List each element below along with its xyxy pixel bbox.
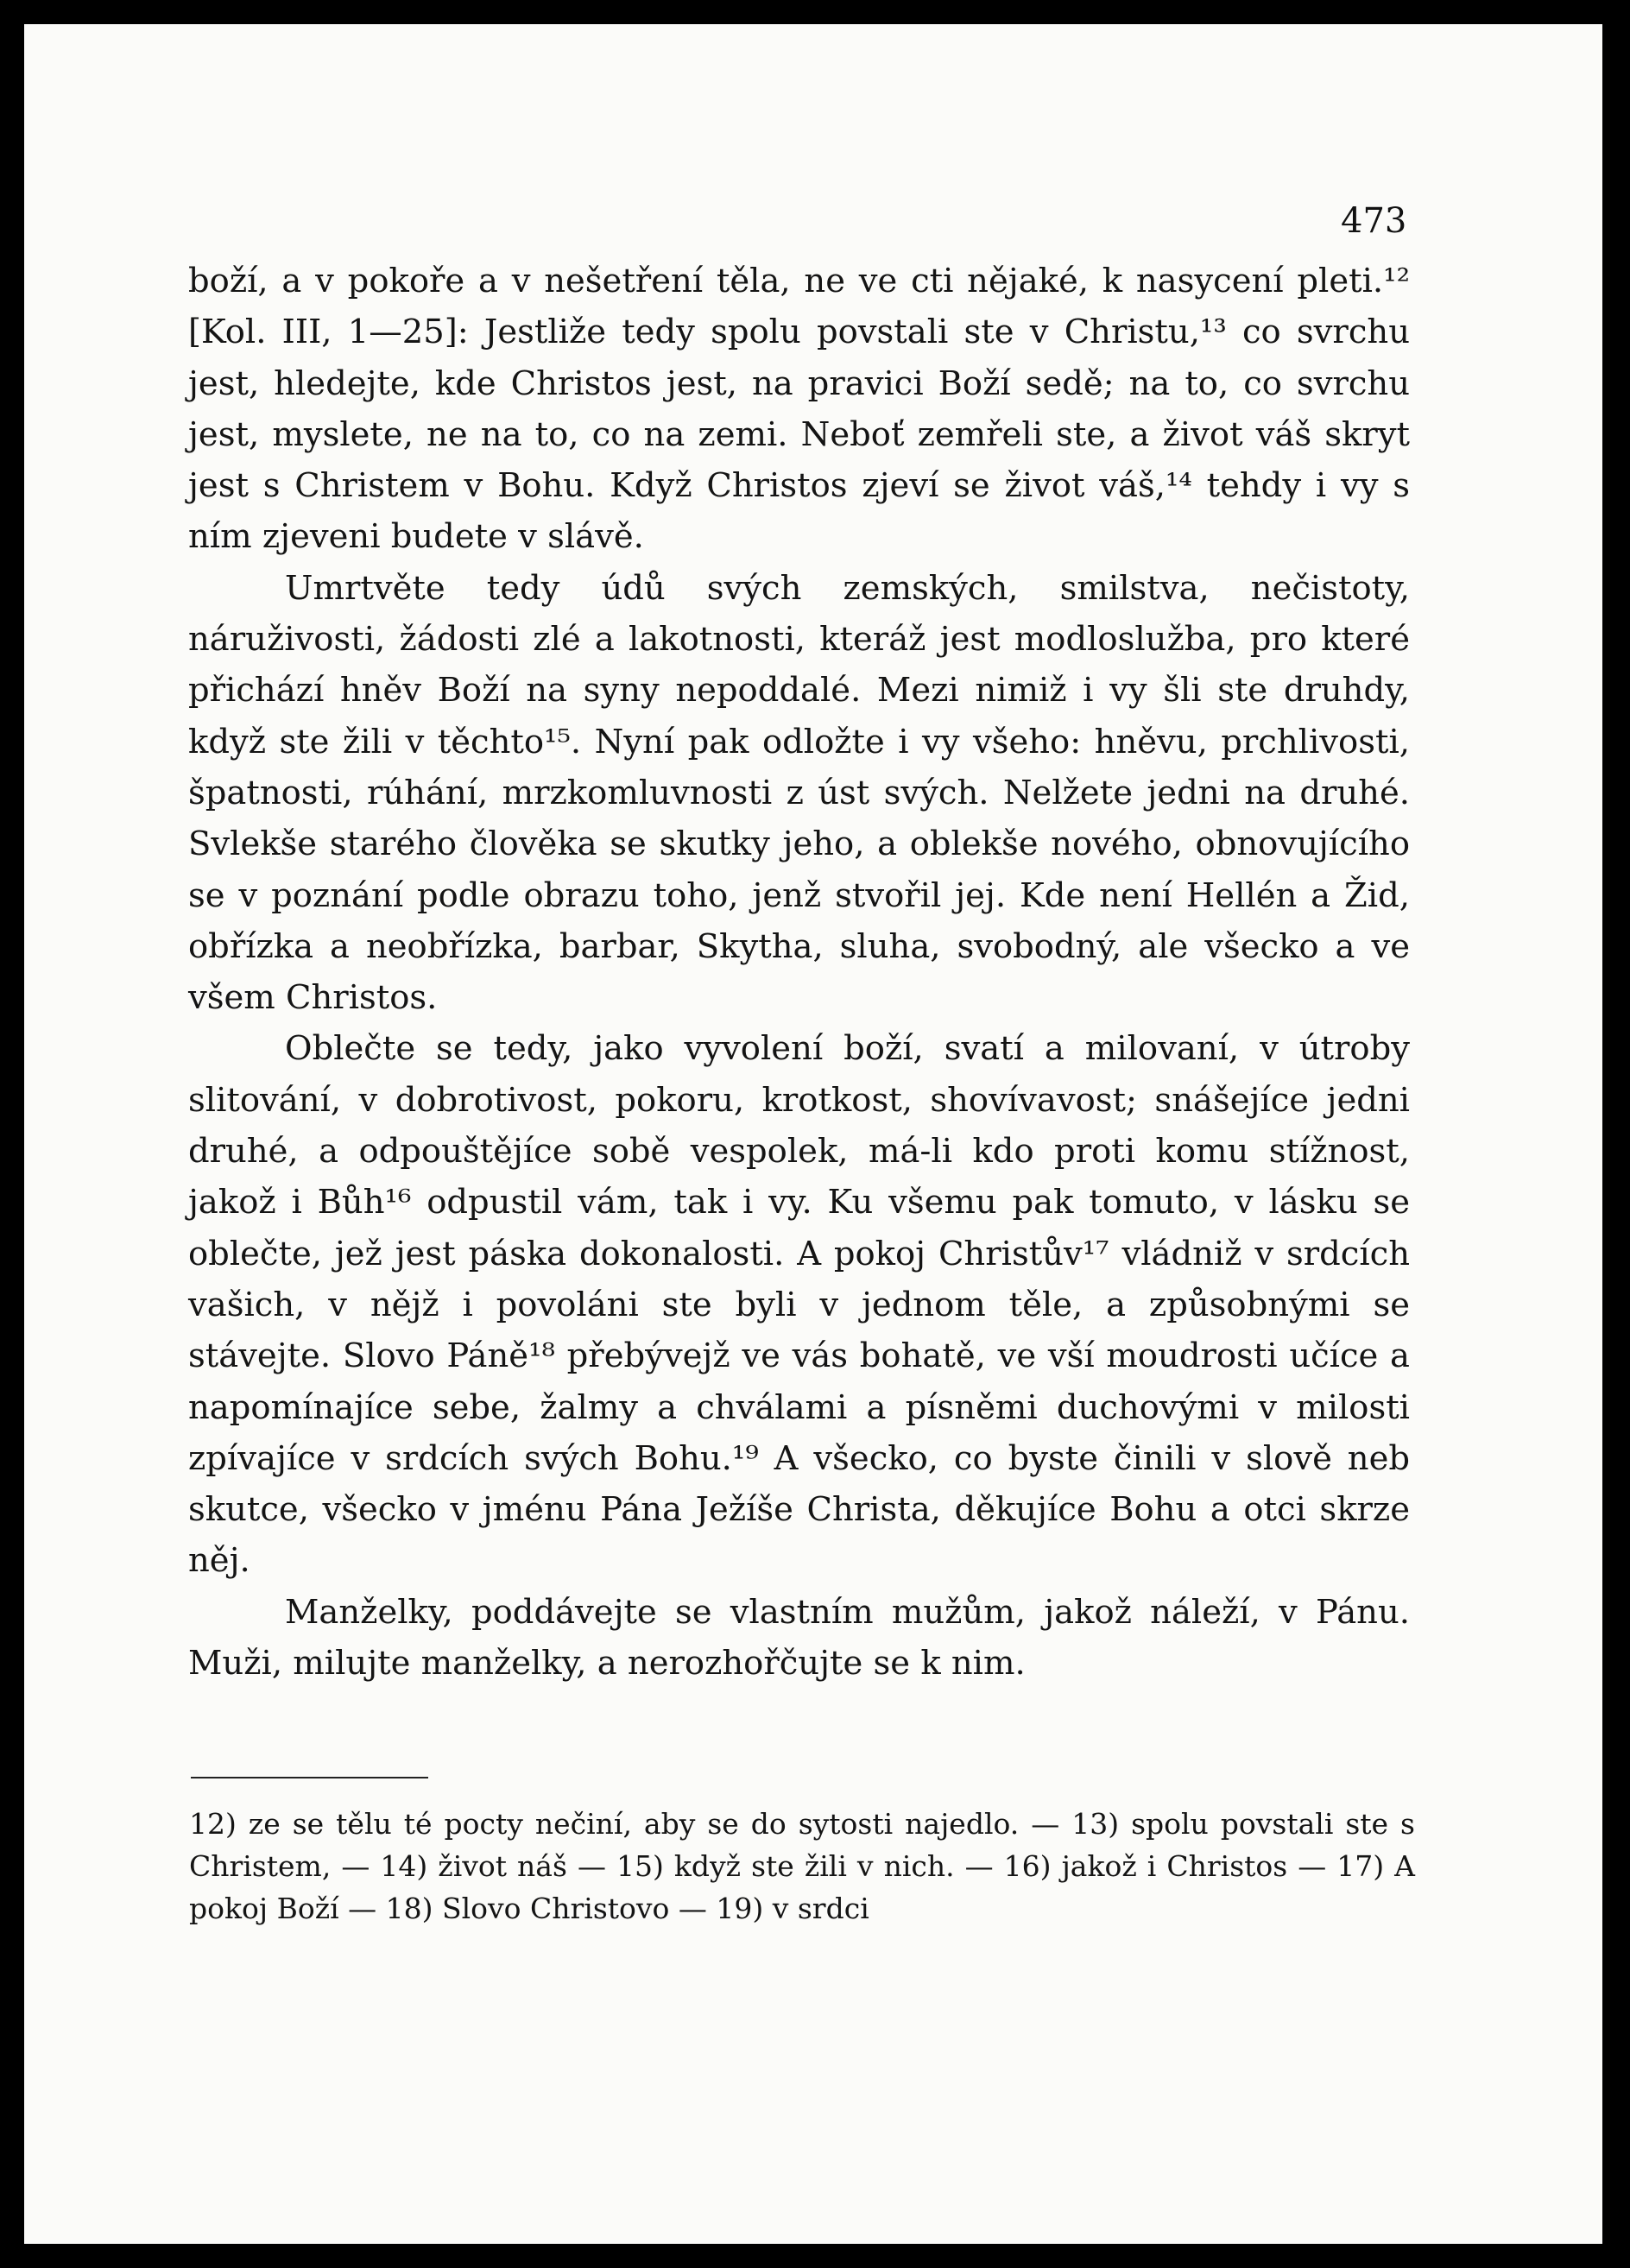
paragraph-3: Oblečte se tedy, jako vyvolení boží, svatí a milovaní, v útroby slitování, v dobrotivost, pokoru, krotkost, shovívavost; snášejíce jedni druhé, a odpouštějíce sobě vespolek, má-li kdo proti komu stížnost, jakož i Bůh¹⁶ odpustil vám, tak i vy. Ku všemu pak tomuto, v lásku se oblečte, jež jest páska dokonalosti. A pokoj Christův¹⁷ vládniž v srdcích vašich, v nějž i povoláni ste byli v jednom těle, a způsobnými se stávejte. Slovo Páně¹⁸ přebývejž ve vás bohatě, ve vší moudrosti učíce a napomínajíce sebe, žalmy a chválami a písněmi duchovými v milosti zpívajíce v srdcích svých Bohu.¹⁹ A všecko, co byste činili v slově neb skutce, všecko v jménu Pána Ježíše Christa, děkujíce Bohu a otci skrze něj.	[188, 1029, 1410, 1581]
paragraph-2: Umrtvěte tedy údů svých zemských, smilstva, nečistoty, náruživosti, žádosti zlé a lakotnosti, kteráž jest modloslužba, pro které přichází hněv Boží na syny nepoddalé. Mezi nimiž i vy šli ste druhdy, když ste žili v těchto¹⁵. Nyní pak odložte i vy všeho: hněvu, prchlivosti, špatnosti, rúhání, mrzkomluvnosti z úst svých. Nelžete jedni na druhé. Svlekše starého člověka se skutky jeho, a oblekše nového, obnovujícího se v poznání podle obrazu toho, jenž stvořil jej. Kde není Hellén a Žid, obřízka a neobřízka, barbar, Skytha, sluha, svobodný, ale všecko a ve všem Christos.	[188, 568, 1410, 1018]
footnote-text: 12) ze se tělu té pocty nečiní, aby se do sytosti najedlo. — 13) spolu povstali ste s Christem, — 14) život náš — 15) když ste žili v nich. — 16) jakož i Christos — 17) A pokoj Boží — 18) Slovo Christovo — 19) v srdci	[189, 1807, 1415, 1925]
page-number: 473	[1341, 201, 1407, 241]
paragraph-1: boží, a v pokoře a v nešetření těla, ne ve cti nějaké, k nasycení pleti.¹² [Kol. III, 1—25]: Jestliže tedy spolu povstali ste v Christu,¹³ co svrchu jest, hledejte, kde Christos jest, na pravici Boží sedě; na to, co svrchu jest, myslete, ne na to, co na zemi. Neboť zemřeli ste, a život váš skryt jest s Christem v Bohu. Když Christos zjeví se život váš,¹⁴ tehdy i vy s ním zjeveni budete v slávě.	[188, 262, 1410, 557]
paragraph-4: Manželky, poddávejte se vlastním mužům, jakož náleží, v Pánu. Muži, milujte manželky, a nerozhořčujte se k nim.	[188, 1592, 1410, 1684]
footnotes	[189, 1803, 1415, 1930]
footnote-divider	[191, 1777, 428, 1778]
book-page	[24, 24, 1602, 2244]
main-text	[188, 256, 1410, 1689]
